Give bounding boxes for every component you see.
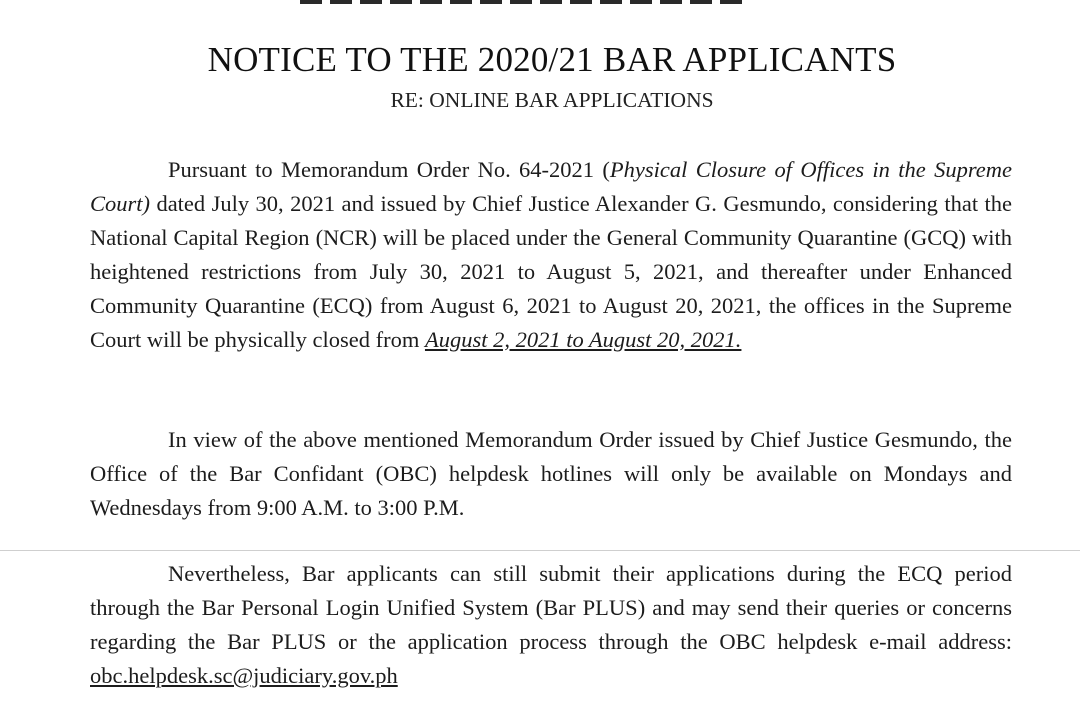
divider-line [0, 550, 1080, 551]
cropped-header-fragment [300, 0, 780, 4]
paragraph-3-text: Nevertheless, Bar applicants can still submit their applications during the ECQ period through the Bar Personal Login Unified System (Bar PLUS) and may send their queries or concerns regarding the Bar PLUS or the application process through the OBC helpdesk e-mail address: [90, 561, 1012, 654]
paragraph-bar-plus [90, 557, 1012, 693]
notice-title: NOTICE TO THE 2020/21 BAR APPLICANTS [207, 40, 897, 79]
paragraph-helpdesk-hours: In view of the above mentioned Memorandum Order issued by Chief Justice Gesmundo, the Office of the Bar Confidant (OBC) helpdesk hotlines will only be available on Mondays and Wednesdays from 9:00 A.M. to 3:00 P.M. [90, 427, 1012, 520]
notice-subtitle: RE: ONLINE BAR APPLICATIONS [390, 88, 714, 112]
closure-period: August 2, 2021 to August 20, 2021. [424, 327, 742, 352]
paragraph-1-intro: Pursuant to Memorandum Order No. 64-2021 ( [168, 157, 610, 182]
paragraph-1-body: dated July 30, 2021 and issued by Chief Justice Alexander G. Gesmundo, considering that the National Capital Region (NCR) will be placed under the General Community Quarantine (GCQ) with heightened restrictions from July 30, 2021 to August 5, 2021, and thereafter under Enhanced Community Quarantine (ECQ) from August 6, 2021 to August 20, 2021, the offices in the Supreme Court will be physically closed from [90, 191, 1012, 352]
order-title: Physical Closure of Offices in the Supreme Court) [90, 157, 1013, 216]
helpdesk-email-link[interactable]: obc.helpdesk.sc@judiciary.gov.ph [90, 663, 398, 688]
paragraph-memorandum [90, 153, 1012, 357]
